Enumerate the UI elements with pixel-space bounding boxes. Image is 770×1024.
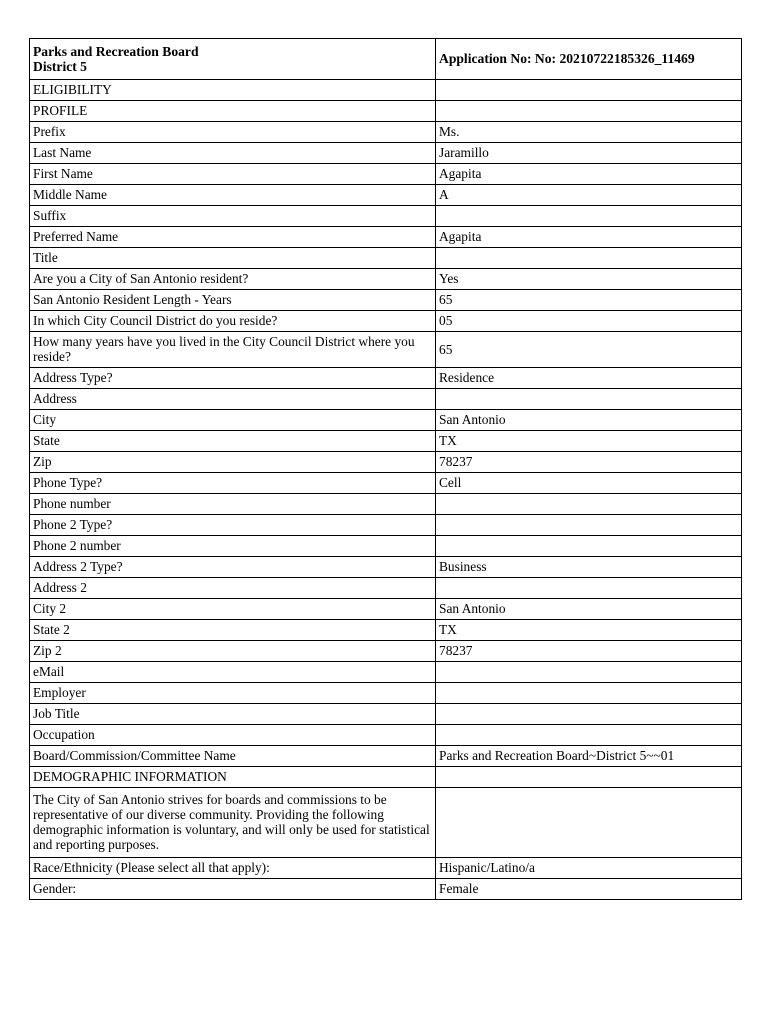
field-label: Suffix xyxy=(30,206,436,227)
field-value: Cell xyxy=(436,473,742,494)
field-label: PROFILE xyxy=(30,101,436,122)
field-label: State xyxy=(30,431,436,452)
form-row xyxy=(30,599,742,620)
field-label: San Antonio Resident Length - Years xyxy=(30,290,436,311)
field-value xyxy=(436,578,742,599)
form-row xyxy=(30,452,742,473)
field-value xyxy=(436,725,742,746)
field-value: Yes xyxy=(436,269,742,290)
application-form-table xyxy=(29,38,742,900)
field-value xyxy=(436,788,742,858)
field-label: Board/Commission/Committee Name xyxy=(30,746,436,767)
field-value: 65 xyxy=(436,290,742,311)
field-value: Parks and Recreation Board~District 5~~01 xyxy=(436,746,742,767)
field-value: Jaramillo xyxy=(436,143,742,164)
field-label: In which City Council District do you reside? xyxy=(30,311,436,332)
form-row xyxy=(30,746,742,767)
field-label: Preferred Name xyxy=(30,227,436,248)
field-value xyxy=(436,515,742,536)
form-row xyxy=(30,473,742,494)
field-label: Address 2 Type? xyxy=(30,557,436,578)
field-label: Address 2 xyxy=(30,578,436,599)
form-row xyxy=(30,143,742,164)
field-label: How many years have you lived in the City Council District where you reside? xyxy=(30,332,436,368)
field-value xyxy=(436,767,742,788)
field-label: Zip xyxy=(30,452,436,473)
form-row xyxy=(30,578,742,599)
field-label: Middle Name xyxy=(30,185,436,206)
field-label: Prefix xyxy=(30,122,436,143)
field-label: Address Type? xyxy=(30,368,436,389)
field-value xyxy=(436,389,742,410)
form-row xyxy=(30,620,742,641)
form-row xyxy=(30,311,742,332)
field-value: Residence xyxy=(436,368,742,389)
field-label: City 2 xyxy=(30,599,436,620)
board-title-cell xyxy=(30,39,436,80)
field-label: Phone Type? xyxy=(30,473,436,494)
field-value: 78237 xyxy=(436,641,742,662)
form-row xyxy=(30,662,742,683)
field-label: Job Title xyxy=(30,704,436,725)
field-value xyxy=(436,101,742,122)
board-title-line1: Parks and Recreation Board xyxy=(33,43,199,59)
field-label: Race/Ethnicity (Please select all that apply): xyxy=(30,858,436,879)
field-label: First Name xyxy=(30,164,436,185)
form-row xyxy=(30,536,742,557)
field-label: Employer xyxy=(30,683,436,704)
field-label: DEMOGRAPHIC INFORMATION xyxy=(30,767,436,788)
field-value xyxy=(436,494,742,515)
field-label: Occupation xyxy=(30,725,436,746)
form-row xyxy=(30,122,742,143)
form-row xyxy=(30,206,742,227)
form-row xyxy=(30,290,742,311)
field-label: Title xyxy=(30,248,436,269)
form-row xyxy=(30,80,742,101)
form-row xyxy=(30,788,742,858)
field-value xyxy=(436,683,742,704)
field-value xyxy=(436,536,742,557)
form-row xyxy=(30,368,742,389)
field-label: Phone 2 number xyxy=(30,536,436,557)
field-label: Phone 2 Type? xyxy=(30,515,436,536)
form-row xyxy=(30,641,742,662)
field-label: Address xyxy=(30,389,436,410)
field-label: eMail xyxy=(30,662,436,683)
field-label: Zip 2 xyxy=(30,641,436,662)
field-label: ELIGIBILITY xyxy=(30,80,436,101)
board-title-line2: District 5 xyxy=(33,58,87,74)
field-value: A xyxy=(436,185,742,206)
field-value: 78237 xyxy=(436,452,742,473)
form-row xyxy=(30,248,742,269)
field-label: City xyxy=(30,410,436,431)
form-row xyxy=(30,101,742,122)
field-value: 65 xyxy=(436,332,742,368)
form-row xyxy=(30,767,742,788)
field-value xyxy=(436,662,742,683)
form-row xyxy=(30,704,742,725)
field-value: San Antonio xyxy=(436,410,742,431)
form-row xyxy=(30,332,742,368)
field-value: Ms. xyxy=(436,122,742,143)
field-value: Hispanic/Latino/a xyxy=(436,858,742,879)
form-table-body xyxy=(30,39,742,900)
field-value: TX xyxy=(436,431,742,452)
form-row xyxy=(30,494,742,515)
field-value: Business xyxy=(436,557,742,578)
field-value xyxy=(436,704,742,725)
form-row xyxy=(30,879,742,900)
field-label: Phone number xyxy=(30,494,436,515)
field-label: Gender: xyxy=(30,879,436,900)
application-number: Application No: No: 20210722185326_11469 xyxy=(436,39,742,80)
field-value: Agapita xyxy=(436,227,742,248)
form-row xyxy=(30,410,742,431)
field-label: Are you a City of San Antonio resident? xyxy=(30,269,436,290)
field-value: Agapita xyxy=(436,164,742,185)
field-label: State 2 xyxy=(30,620,436,641)
field-value xyxy=(436,80,742,101)
field-value: Female xyxy=(436,879,742,900)
form-row xyxy=(30,227,742,248)
field-value xyxy=(436,248,742,269)
form-row xyxy=(30,431,742,452)
form-row xyxy=(30,557,742,578)
form-row xyxy=(30,725,742,746)
field-value: 05 xyxy=(436,311,742,332)
form-row xyxy=(30,515,742,536)
form-row xyxy=(30,164,742,185)
field-label: Last Name xyxy=(30,143,436,164)
field-value xyxy=(436,206,742,227)
form-row xyxy=(30,389,742,410)
header-row xyxy=(30,39,742,80)
form-row xyxy=(30,858,742,879)
form-row xyxy=(30,683,742,704)
field-value: San Antonio xyxy=(436,599,742,620)
field-value: TX xyxy=(436,620,742,641)
field-label: The City of San Antonio strives for boards and commissions to be representative of our diverse community. Providing the following demographic information is voluntary, and will only be used for statistical and reporting purposes. xyxy=(30,788,436,858)
form-row xyxy=(30,185,742,206)
form-row xyxy=(30,269,742,290)
